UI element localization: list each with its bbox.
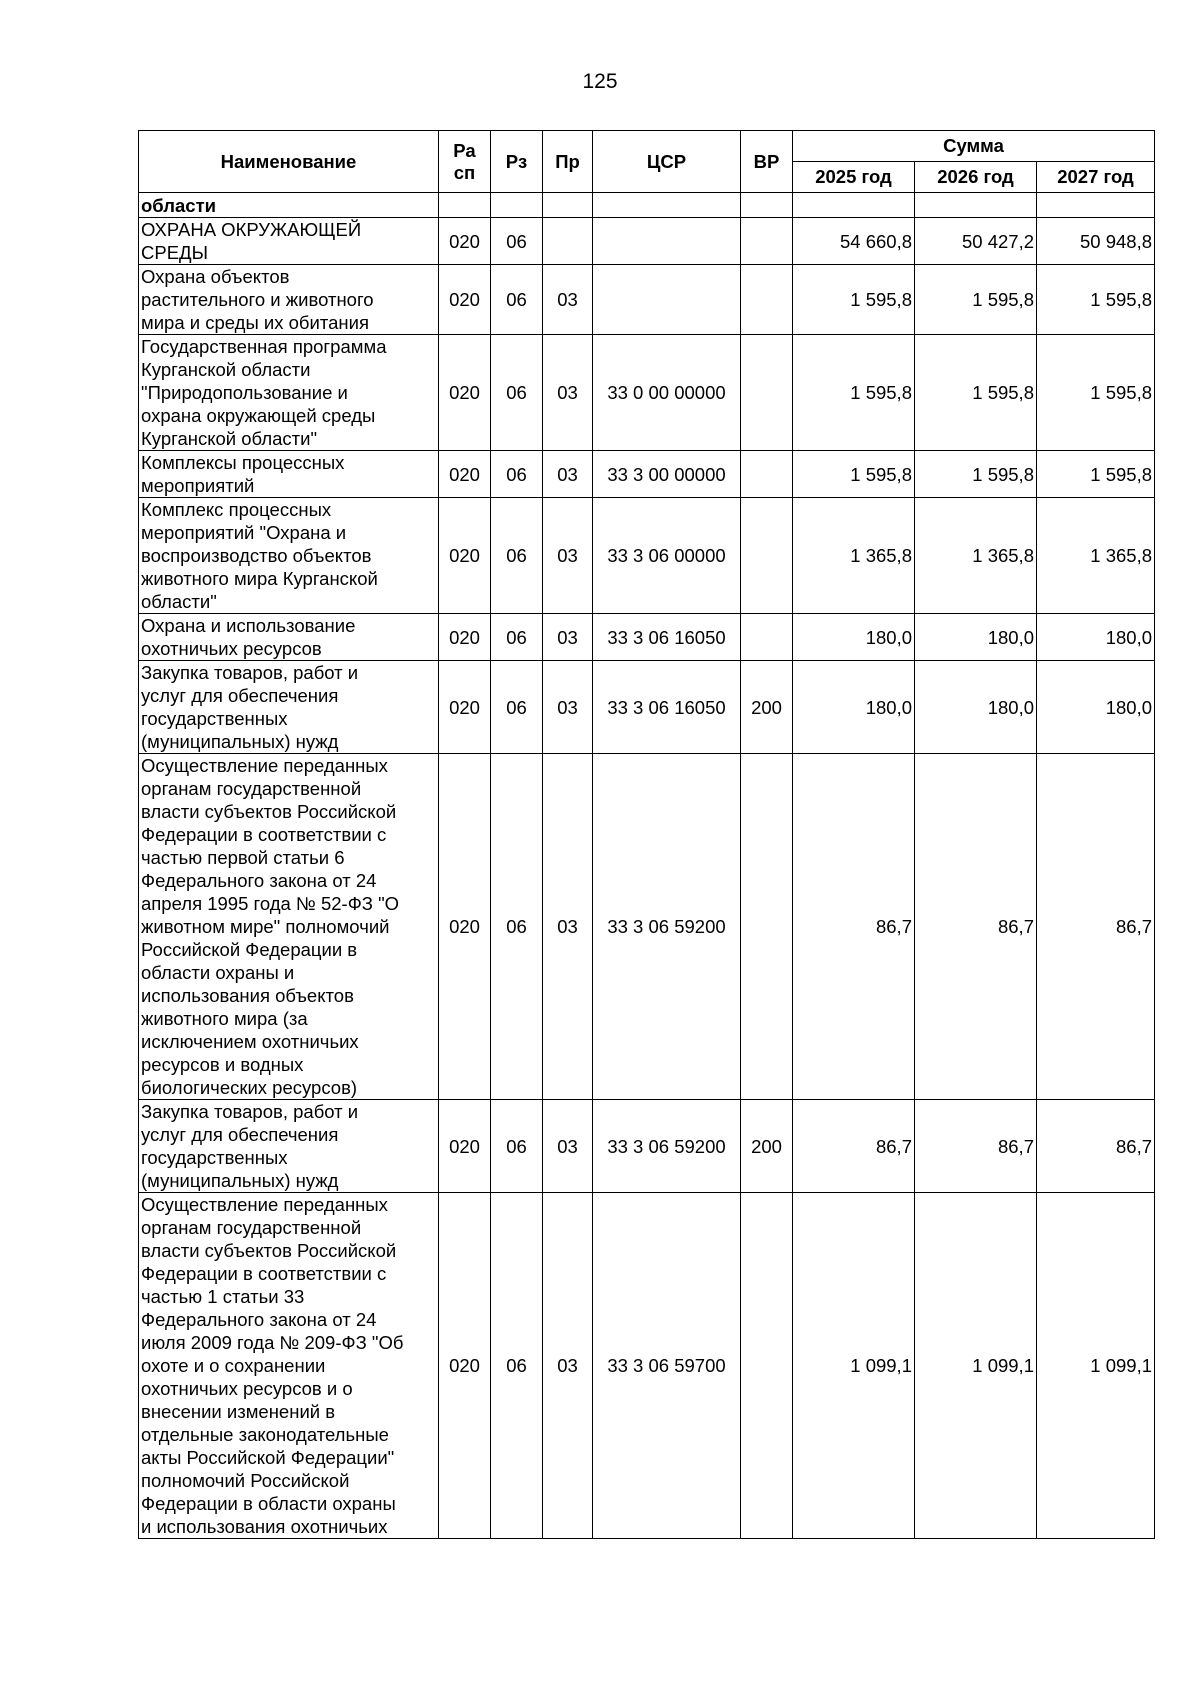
- row-pr: [543, 193, 593, 218]
- row-name-line: использования объектов: [141, 985, 354, 1006]
- row-name-line: охоте и о сохранении: [141, 1355, 326, 1376]
- row-rz: 06: [491, 218, 543, 265]
- row-name-line: "Природопользование и: [141, 382, 348, 403]
- row-name: [139, 754, 439, 1100]
- row-name-line: Российской Федерации в: [141, 939, 358, 960]
- row-pr: 03: [543, 265, 593, 335]
- row-csr: [593, 193, 741, 218]
- header-rasp: [439, 131, 491, 193]
- row-name-line: государственных: [141, 1147, 288, 1168]
- row-name-line: Охрана и использование: [141, 615, 356, 636]
- row-rz: 06: [491, 498, 543, 614]
- row-name: [139, 265, 439, 335]
- table-body: [139, 193, 1155, 1539]
- row-name-line: охрана окружающей среды: [141, 405, 376, 426]
- row-vr: [741, 614, 793, 661]
- row-pr: 03: [543, 754, 593, 1100]
- table-row: [139, 193, 1155, 218]
- row-name: [139, 218, 439, 265]
- row-name-line: Федерации в области охраны: [141, 1493, 396, 1514]
- row-amount-2026: 1 595,8: [915, 335, 1037, 451]
- row-name: [139, 498, 439, 614]
- row-vr: [741, 1193, 793, 1539]
- row-amount-2027: 50 948,8: [1037, 218, 1155, 265]
- row-name-line: Федерации в соответствии с: [141, 1263, 387, 1284]
- table-row: [139, 614, 1155, 661]
- row-amount-2027: 180,0: [1037, 614, 1155, 661]
- row-amount-2027: 1 365,8: [1037, 498, 1155, 614]
- row-name-line: исключением охотничьих: [141, 1031, 359, 1052]
- row-amount-2025: 1 595,8: [793, 335, 915, 451]
- row-amount-2025: 86,7: [793, 754, 915, 1100]
- row-name-line: Государственная программа: [141, 336, 387, 357]
- row-name-line: органам государственной: [141, 778, 362, 799]
- row-name-line: Комплексы процессных: [141, 452, 345, 473]
- row-vr: [741, 265, 793, 335]
- row-amount-2027: 1 595,8: [1037, 335, 1155, 451]
- row-name-line: Охрана объектов: [141, 266, 290, 287]
- row-rasp: 020: [439, 1193, 491, 1539]
- row-csr: 33 3 06 16050: [593, 661, 741, 754]
- row-name-line: услуг для обеспечения: [141, 1124, 339, 1145]
- row-amount-2026: 50 427,2: [915, 218, 1037, 265]
- budget-table: [138, 130, 1155, 1539]
- header-pr: Пр: [543, 131, 593, 193]
- row-amount-2026: [915, 193, 1037, 218]
- row-rasp: 020: [439, 451, 491, 498]
- row-amount-2025: 86,7: [793, 1100, 915, 1193]
- row-name-line: власти субъектов Российской: [141, 1240, 397, 1261]
- row-amount-2027: [1037, 193, 1155, 218]
- row-vr: [741, 498, 793, 614]
- row-vr: [741, 218, 793, 265]
- row-name-line: органам государственной: [141, 1217, 362, 1238]
- row-rasp: 020: [439, 265, 491, 335]
- row-name-line: (муниципальных) нужд: [141, 1170, 339, 1191]
- row-rasp: 020: [439, 661, 491, 754]
- row-amount-2025: 54 660,8: [793, 218, 915, 265]
- row-name-line: охотничьих ресурсов и о: [141, 1378, 353, 1399]
- row-amount-2026: 1 099,1: [915, 1193, 1037, 1539]
- table-row: [139, 498, 1155, 614]
- row-name: [139, 1193, 439, 1539]
- row-name-line: власти субъектов Российской: [141, 801, 397, 822]
- row-rz: 06: [491, 1100, 543, 1193]
- row-name-line: мероприятий "Охрана и: [141, 522, 347, 543]
- row-amount-2025: 180,0: [793, 614, 915, 661]
- row-name-line: и использования охотничьих: [141, 1516, 388, 1537]
- row-rasp: [439, 193, 491, 218]
- row-name-line: мира и среды их обитания: [141, 312, 369, 333]
- row-name-line: Курганской области: [141, 359, 311, 380]
- row-amount-2027: 180,0: [1037, 661, 1155, 754]
- header-rasp-line1: Ра: [453, 139, 476, 161]
- row-amount-2026: 180,0: [915, 661, 1037, 754]
- row-name: [139, 614, 439, 661]
- row-name-line: области": [141, 591, 217, 612]
- row-amount-2026: 1 595,8: [915, 265, 1037, 335]
- row-pr: 03: [543, 1100, 593, 1193]
- row-name-line: животном мире" полномочий: [141, 916, 390, 937]
- row-amount-2025: 180,0: [793, 661, 915, 754]
- row-csr: [593, 218, 741, 265]
- row-amount-2026: 86,7: [915, 1100, 1037, 1193]
- row-name-line: государственных: [141, 708, 288, 729]
- row-name-line: частью 1 статьи 33: [141, 1286, 305, 1307]
- row-name-line: Комплекс процессных: [141, 499, 332, 520]
- row-amount-2027: 1 099,1: [1037, 1193, 1155, 1539]
- header-rasp-line2: сп: [453, 161, 476, 183]
- row-name-line: воспроизводство объектов: [141, 545, 372, 566]
- row-name-line: ресурсов и водных: [141, 1054, 304, 1075]
- table-row: [139, 335, 1155, 451]
- table-row: [139, 1193, 1155, 1539]
- row-name-line: услуг для обеспечения: [141, 685, 339, 706]
- row-rasp: 020: [439, 614, 491, 661]
- row-csr: 33 3 06 59700: [593, 1193, 741, 1539]
- header-vr: ВР: [741, 131, 793, 193]
- row-name-line: ОХРАНА ОКРУЖАЮЩЕЙ: [141, 219, 362, 240]
- header-2026: 2026 год: [915, 162, 1037, 193]
- row-amount-2025: 1 595,8: [793, 265, 915, 335]
- row-csr: 33 3 06 59200: [593, 1100, 741, 1193]
- row-pr: [543, 218, 593, 265]
- header-sum: Сумма: [793, 131, 1155, 162]
- row-name-line: Курганской области": [141, 428, 318, 449]
- row-amount-2027: 1 595,8: [1037, 451, 1155, 498]
- row-amount-2027: 1 595,8: [1037, 265, 1155, 335]
- row-pr: 03: [543, 614, 593, 661]
- row-pr: 03: [543, 335, 593, 451]
- row-vr: [741, 335, 793, 451]
- row-name-line: частью первой статьи 6: [141, 847, 345, 868]
- header-2027: 2027 год: [1037, 162, 1155, 193]
- page-number: 125: [582, 70, 618, 93]
- row-amount-2027: 86,7: [1037, 754, 1155, 1100]
- row-rasp: 020: [439, 335, 491, 451]
- row-pr: 03: [543, 661, 593, 754]
- row-name: [139, 193, 439, 218]
- row-amount-2025: [793, 193, 915, 218]
- row-name-line: животного мира Курганской: [141, 568, 378, 589]
- row-amount-2026: 1 595,8: [915, 451, 1037, 498]
- row-name: [139, 661, 439, 754]
- row-rasp: 020: [439, 754, 491, 1100]
- row-name-line: Закупка товаров, работ и: [141, 1101, 359, 1122]
- row-csr: 33 0 00 00000: [593, 335, 741, 451]
- row-name-line: Федерального закона от 24: [141, 870, 377, 891]
- table-row: [139, 218, 1155, 265]
- row-name-line: Федерального закона от 24: [141, 1309, 377, 1330]
- row-vr: [741, 754, 793, 1100]
- table-row: [139, 451, 1155, 498]
- table-row: [139, 1100, 1155, 1193]
- header-name: Наименование: [139, 131, 439, 193]
- row-rz: [491, 193, 543, 218]
- row-csr: [593, 265, 741, 335]
- row-name-line: апреля 1995 года № 52-ФЗ "О: [141, 893, 400, 914]
- row-pr: 03: [543, 1193, 593, 1539]
- row-amount-2025: 1 595,8: [793, 451, 915, 498]
- row-name-line: Осуществление переданных: [141, 1194, 388, 1215]
- row-amount-2025: 1 365,8: [793, 498, 915, 614]
- row-name-line: (муниципальных) нужд: [141, 731, 339, 752]
- row-name: [139, 1100, 439, 1193]
- row-pr: 03: [543, 498, 593, 614]
- row-amount-2025: 1 099,1: [793, 1193, 915, 1539]
- row-amount-2026: 180,0: [915, 614, 1037, 661]
- header-2025: 2025 год: [793, 162, 915, 193]
- row-name-line: Закупка товаров, работ и: [141, 662, 359, 683]
- row-rasp: 020: [439, 498, 491, 614]
- row-name-line: отдельные законодательные: [141, 1424, 389, 1445]
- row-rz: 06: [491, 661, 543, 754]
- row-name-line: животного мира (за: [141, 1008, 308, 1029]
- row-rz: 06: [491, 1193, 543, 1539]
- row-rz: 06: [491, 335, 543, 451]
- row-vr: [741, 193, 793, 218]
- row-pr: 03: [543, 451, 593, 498]
- row-csr: 33 3 00 00000: [593, 451, 741, 498]
- row-rz: 06: [491, 754, 543, 1100]
- row-name-line: СРЕДЫ: [141, 242, 208, 263]
- row-rasp: 020: [439, 1100, 491, 1193]
- row-rz: 06: [491, 451, 543, 498]
- row-name-line: биологических ресурсов): [141, 1077, 358, 1098]
- header-rz: Рз: [491, 131, 543, 193]
- row-rasp: 020: [439, 218, 491, 265]
- row-rz: 06: [491, 265, 543, 335]
- row-name-line: охотничьих ресурсов: [141, 638, 322, 659]
- row-name-line: области охраны и: [141, 962, 295, 983]
- row-name: [139, 451, 439, 498]
- table-row: [139, 265, 1155, 335]
- row-vr: [741, 451, 793, 498]
- row-name-line: мероприятий: [141, 475, 255, 496]
- row-name-line: июля 2009 года № 209-ФЗ "Об: [141, 1332, 404, 1353]
- row-vr: 200: [741, 1100, 793, 1193]
- row-name-line: акты Российской Федерации": [141, 1447, 395, 1468]
- row-amount-2026: 86,7: [915, 754, 1037, 1100]
- row-rz: 06: [491, 614, 543, 661]
- row-name-line: растительного и животного: [141, 289, 374, 310]
- row-csr: 33 3 06 59200: [593, 754, 741, 1100]
- row-vr: 200: [741, 661, 793, 754]
- table-row: [139, 661, 1155, 754]
- row-name: [139, 335, 439, 451]
- row-csr: 33 3 06 00000: [593, 498, 741, 614]
- row-name-line: полномочий Российской: [141, 1470, 350, 1491]
- row-name-line: внесении изменений в: [141, 1401, 336, 1422]
- row-amount-2026: 1 365,8: [915, 498, 1037, 614]
- header-csr: ЦСР: [593, 131, 741, 193]
- row-name-line: Осуществление переданных: [141, 755, 388, 776]
- row-name-line: области: [141, 194, 217, 216]
- row-amount-2027: 86,7: [1037, 1100, 1155, 1193]
- row-csr: 33 3 06 16050: [593, 614, 741, 661]
- row-name-line: Федерации в соответствии с: [141, 824, 387, 845]
- table-row: [139, 754, 1155, 1100]
